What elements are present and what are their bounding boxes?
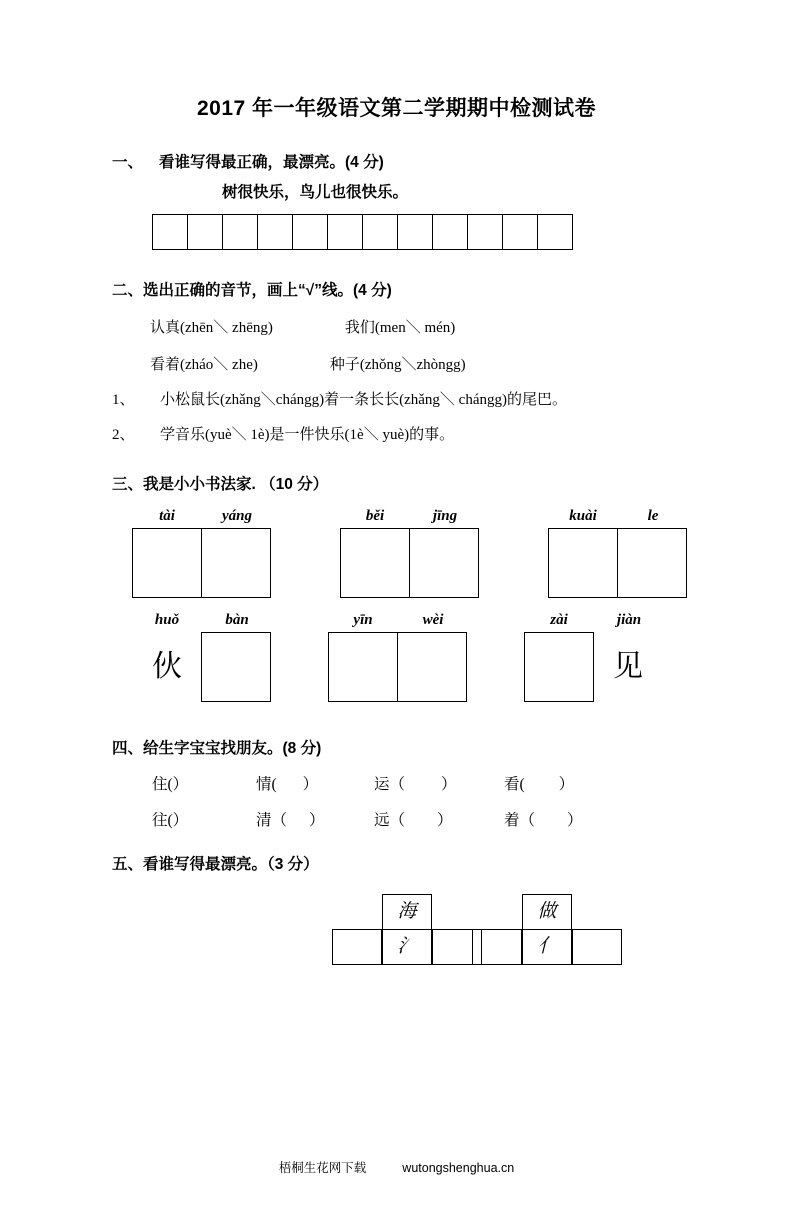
blank-close: ） (309, 812, 325, 829)
writing-cell[interactable] (362, 214, 398, 250)
pinyin-label: bàn (225, 612, 249, 628)
section-1-text: 看谁写得最正确，最漂亮。(4 分) (159, 154, 384, 171)
section-2-heading: 二、选出正确的音节，画上“√”线。(4 分) (112, 282, 392, 299)
writing-cell[interactable] (467, 214, 503, 250)
blank-prompt[interactable]: 往( (152, 812, 173, 829)
word-group-kuaile (548, 508, 688, 598)
writing-cell[interactable] (432, 214, 468, 250)
section-5-cross-grids (222, 886, 721, 1006)
item-text[interactable]: 小松鼠长(zhǎng＼chángg)着一条长长(zhǎng＼ chángg)的尾巴。 (160, 392, 567, 408)
writing-cell[interactable] (152, 214, 188, 250)
word-group-beijing (340, 508, 480, 598)
char-box-filled (132, 632, 202, 702)
blank-close: ） (558, 776, 575, 793)
footer-site-name: 梧桐生花网下载 (278, 1161, 367, 1175)
cross-cell-top[interactable] (382, 894, 432, 930)
section-3-row-1 (132, 508, 721, 598)
pinyin-label: jīng (432, 508, 458, 524)
blank-prompt[interactable]: 情( (256, 776, 277, 793)
cross-glyph: 亻 (537, 936, 557, 957)
pinyin-label: běi (365, 508, 385, 524)
char-box[interactable] (524, 632, 594, 702)
cross-cell-mid[interactable] (382, 929, 432, 965)
writing-cell[interactable] (537, 214, 573, 250)
pinyin-label: le (647, 508, 659, 524)
pinyin-choice-kanzhe[interactable]: 看着(zháo＼ zhe) (150, 357, 258, 373)
cross-cell-top[interactable] (522, 894, 572, 930)
word-group-taiyang (132, 508, 272, 598)
section-5-heading: 五、看谁写得最漂亮。（3 分） (112, 856, 319, 873)
section-4-line-1 (152, 772, 721, 794)
blank-prompt[interactable]: 住( (152, 776, 173, 793)
page-footer (0, 1158, 793, 1176)
char-box[interactable] (340, 528, 410, 598)
section-1-sentence: 树很快乐，鸟儿也很快乐。 (222, 184, 409, 201)
section-1-number: 一、 (112, 154, 144, 171)
char-glyph: 见 (613, 650, 643, 683)
section-3-heading: 三、我是小小书法家. （10 分） (112, 476, 329, 493)
blank-close: ） (567, 812, 583, 829)
char-box-filled (593, 632, 663, 702)
pinyin-label: kuài (569, 508, 597, 524)
blank-prompt[interactable]: 清（ (256, 812, 288, 829)
cross-cell-left[interactable] (332, 929, 382, 965)
writing-cell[interactable] (502, 214, 538, 250)
section-1-heading (112, 150, 721, 172)
cross-cell-right[interactable] (572, 929, 622, 965)
pinyin-label: wèi (422, 612, 444, 628)
pinyin-label: huǒ (154, 612, 180, 628)
cross-glyph: 做 (537, 901, 557, 922)
writing-cell[interactable] (292, 214, 328, 250)
blank-prompt[interactable]: 远（ (374, 812, 406, 829)
footer-site-url: wutongshenghua.cn (402, 1161, 515, 1175)
word-group-yinwei (328, 612, 468, 702)
writing-cell[interactable] (222, 214, 258, 250)
pinyin-label: zài (550, 612, 568, 628)
cross-grid-zuo (472, 894, 622, 1002)
blank-close: ） (437, 812, 453, 829)
cross-glyph: 氵 (397, 936, 417, 957)
section-4-line-2 (152, 808, 721, 830)
page-title: 2017 年一年级语文第二学期期中检测试卷 (196, 97, 597, 120)
exam-paper-page (0, 92, 793, 1214)
section-4-heading: 四、给生字宝宝找朋友。(8 分) (112, 740, 322, 757)
pinyin-label: jiàn (616, 612, 642, 628)
char-box[interactable] (548, 528, 618, 598)
pinyin-label: yáng (222, 508, 252, 524)
char-box[interactable] (397, 632, 467, 702)
cross-cell-mid[interactable] (522, 929, 572, 965)
blank-close: ） (302, 776, 319, 793)
writing-cell[interactable] (397, 214, 433, 250)
pinyin-choice-renzhen[interactable]: 认真(zhēn＼ zhēng) (150, 320, 273, 336)
cross-cell-left[interactable] (472, 929, 522, 965)
section-3-row-2 (132, 612, 721, 702)
blank-prompt[interactable]: 运（ (374, 776, 406, 793)
char-box[interactable] (201, 632, 271, 702)
section-2-item-2 (112, 423, 721, 444)
blank-close: ） (172, 812, 189, 829)
section-1-writing-grid (152, 214, 721, 250)
char-box[interactable] (201, 528, 271, 598)
cross-grid-hai (332, 894, 482, 1002)
pinyin-choice-women[interactable]: 我们(men＼ mén) (344, 320, 456, 336)
pinyin-label: tài (159, 508, 175, 524)
char-box[interactable] (132, 528, 202, 598)
blank-close: ） (441, 776, 457, 793)
pinyin-choice-zhongzi[interactable]: 种子(zhǒng＼zhòngg) (329, 357, 466, 373)
item-number: 2、 (112, 427, 135, 443)
item-number: 1、 (112, 392, 135, 408)
char-box[interactable] (617, 528, 687, 598)
section-2-line-1 (150, 316, 721, 337)
item-text[interactable]: 学音乐(yuè＼ 1è)是一件快乐(1è＼ yuè)的事。 (160, 427, 455, 443)
writing-cell[interactable] (257, 214, 293, 250)
writing-cell[interactable] (327, 214, 363, 250)
word-group-huoban (132, 612, 272, 702)
char-box[interactable] (409, 528, 479, 598)
char-glyph: 伙 (152, 650, 182, 683)
char-box[interactable] (328, 632, 398, 702)
pinyin-label: yīn (353, 612, 373, 628)
section-2-item-1 (112, 388, 721, 409)
cross-glyph: 海 (397, 901, 417, 922)
blank-prompt[interactable]: 看( (504, 776, 525, 793)
section-2-line-2 (150, 353, 721, 374)
writing-cell[interactable] (187, 214, 223, 250)
blank-close: ） (172, 776, 189, 793)
blank-prompt[interactable]: 着（ (504, 812, 536, 829)
word-group-zaijian (524, 612, 664, 702)
